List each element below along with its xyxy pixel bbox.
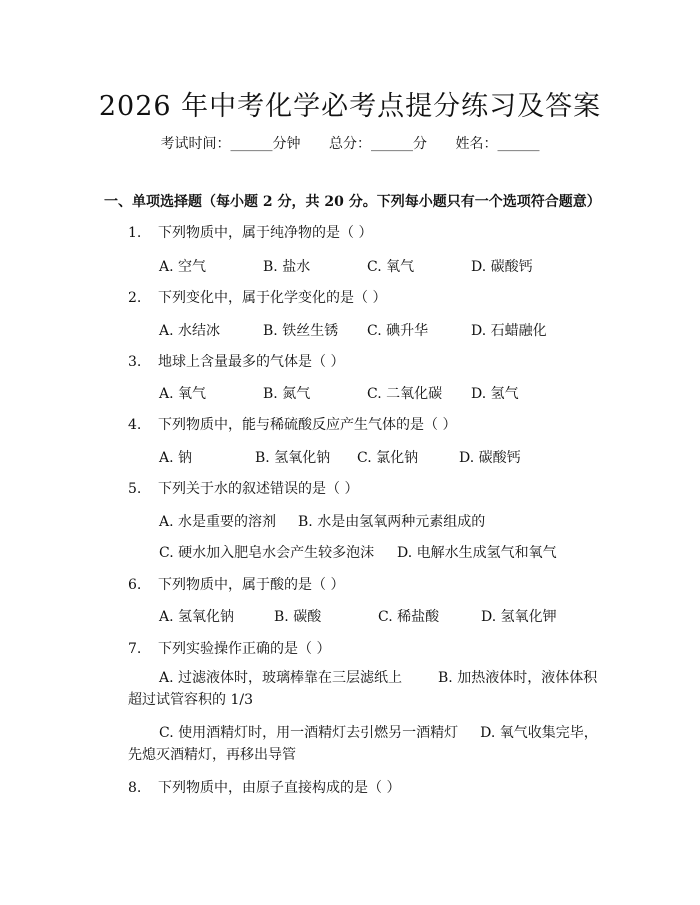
exam-time-field: 考试时间：______分钟 — [160, 136, 301, 152]
question-text: 下列实验操作正确的是（ ） — [158, 641, 331, 657]
question-number: 2. — [128, 290, 142, 306]
option-d: D. 氢氧化钾 — [481, 609, 557, 625]
page-title: 2026 年中考化学必考点提分练习及答案 — [98, 91, 602, 122]
question-7-options-row-1 — [128, 667, 602, 711]
question-5-options-row-2 — [159, 542, 557, 562]
question-number: 4. — [128, 417, 142, 433]
option-b: B. 铁丝生锈 — [263, 323, 339, 339]
option-a: A. 空气 — [159, 259, 207, 275]
option-a: A. 钠 — [159, 450, 193, 466]
option-d: D. 碳酸钙 — [471, 259, 533, 275]
name-field: 姓名：______ — [455, 136, 540, 152]
question-7-options-row-2 — [128, 722, 602, 766]
option-a: A. 氢氧化钠 — [159, 609, 235, 625]
option-a: A. 过滤液体时，玻璃棒靠在三层滤纸上 — [159, 670, 403, 686]
question-5 — [128, 478, 358, 498]
question-text: 下列物质中，属于纯净物的是（ ） — [158, 225, 373, 241]
question-number: 8. — [128, 780, 142, 796]
question-1 — [128, 222, 372, 242]
option-c: C. 氧气 — [367, 259, 415, 275]
option-d: D. 电解水生成氢气和氧气 — [397, 545, 557, 561]
question-text: 地球上含量最多的气体是（ ） — [158, 354, 345, 370]
option-b: B. 水是由氢氧两种元素组成的 — [298, 514, 486, 530]
question-text: 下列关于水的叙述错误的是（ ） — [158, 481, 359, 497]
option-b: B. 加热液体时，液体体积超过试管容积的 1/3 — [128, 670, 598, 708]
question-7 — [128, 638, 330, 658]
option-a: A. 氧气 — [159, 386, 207, 402]
section-heading: 一、单项选择题（每小题 2 分，共 20 分。下列每小题只有一个选项符合题意） — [104, 194, 601, 210]
question-6 — [128, 574, 344, 594]
option-b: B. 碳酸 — [274, 609, 322, 625]
question-6-options — [159, 606, 557, 626]
question-3 — [128, 351, 344, 371]
question-4 — [128, 414, 456, 434]
option-c: C. 稀盐酸 — [378, 609, 440, 625]
option-a: A. 水结冰 — [159, 323, 221, 339]
option-c: C. 使用酒精灯时，用一酒精灯去引燃另一酒精灯 — [159, 725, 459, 741]
question-1-options — [159, 256, 533, 276]
question-text: 下列变化中，属于化学变化的是（ ） — [158, 290, 387, 306]
question-3-options — [159, 383, 519, 403]
option-c: C. 碘升华 — [367, 323, 429, 339]
exam-info-line — [0, 133, 700, 153]
question-number: 1. — [128, 225, 142, 241]
total-score-field: 总分：______分 — [329, 136, 427, 152]
question-2-options — [159, 320, 547, 340]
option-b: B. 氮气 — [263, 386, 311, 402]
option-c: C. 二氧化碳 — [367, 386, 443, 402]
question-text: 下列物质中，属于酸的是（ ） — [158, 577, 345, 593]
question-8 — [128, 777, 400, 797]
option-d: D. 氢气 — [471, 386, 519, 402]
option-d: D. 碳酸钙 — [459, 450, 521, 466]
option-b: B. 盐水 — [263, 259, 311, 275]
option-c: C. 硬水加入肥皂水会产生较多泡沫 — [159, 545, 375, 561]
question-text: 下列物质中，能与稀硫酸反应产生气体的是（ ） — [158, 417, 457, 433]
question-number: 5. — [128, 481, 142, 497]
option-d: D. 氧气收集完毕，先熄灭酒精灯，再移出导管 — [128, 725, 598, 763]
question-2 — [128, 287, 386, 307]
option-d: D. 石蜡融化 — [471, 323, 547, 339]
question-number: 3. — [128, 354, 142, 370]
option-b: B. 氢氧化钠 — [255, 450, 331, 466]
question-number: 6. — [128, 577, 142, 593]
question-number: 7. — [128, 641, 142, 657]
option-c: C. 氯化钠 — [357, 450, 419, 466]
question-4-options — [159, 447, 521, 467]
question-5-options-row-1 — [159, 511, 485, 531]
question-text: 下列物质中，由原子直接构成的是（ ） — [158, 780, 401, 796]
option-a: A. 水是重要的溶剂 — [159, 514, 277, 530]
